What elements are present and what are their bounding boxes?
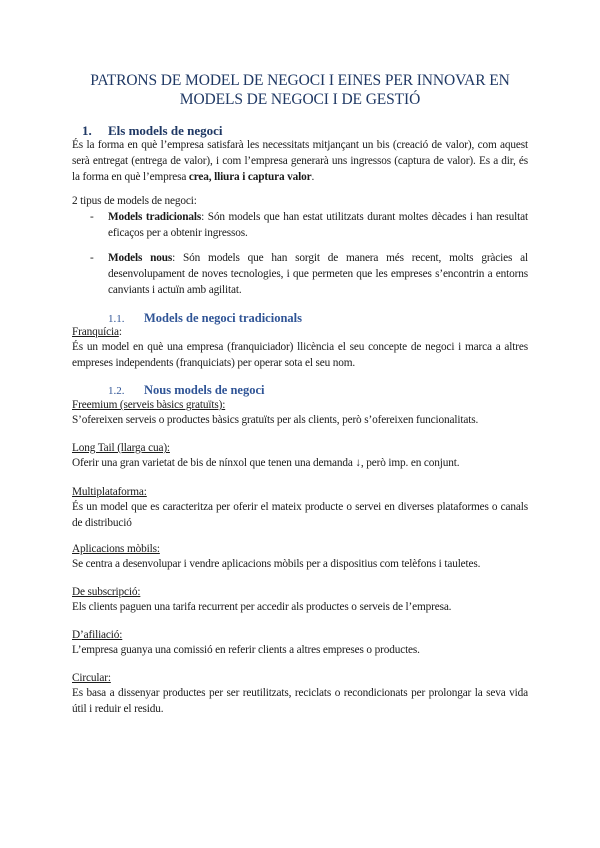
item-label-mobile-apps: Aplicacions mòbils: bbox=[72, 543, 160, 555]
title-line-1: PATRONS DE MODEL DE NEGOCI I EINES PER INNOVAR EN bbox=[90, 72, 510, 89]
subsection-heading-1-2 bbox=[108, 383, 265, 398]
item-text-freemium: S’ofereixen serveis o productes bàsics gratuïts per als clients, però s’ofereixen funcionalitats. bbox=[72, 414, 479, 426]
section-number: 1. bbox=[82, 123, 92, 138]
list-item-traditional bbox=[90, 210, 528, 242]
item-label-subscription: De subscripció: bbox=[72, 586, 141, 598]
dash-bullet: - bbox=[90, 252, 94, 264]
franchise-label-line bbox=[72, 325, 528, 341]
item-label-freemium: Freemium (serveis bàsics gratuïts): bbox=[72, 399, 226, 411]
intro-text: És la forma en què l’empresa satisfarà les necessitats mitjançant un bis (creació de valor), com aquest serà entregat (entrega de valor), i com l’empresa generarà uns ingressos (captura de valor). Es a dir, és la forma en què l’empresa bbox=[72, 139, 528, 183]
item-bold-label: Models tradicionals bbox=[108, 211, 202, 223]
franchise-text: És un model en què una empresa (franquiciador) llicència el seu concepte de negoci i marca a altres empreses independents (franquiciats) per operar sota el seu nom. bbox=[72, 341, 528, 369]
item-text: : Són models que han estat utilitzats durant moltes dècades i han resultat eficaços per a obtenir ingressos. bbox=[108, 211, 528, 239]
item-label-affiliation: D’afiliació: bbox=[72, 629, 123, 641]
item-label-multiplatform: Multiplataforma: bbox=[72, 486, 147, 498]
franchise-label: Franquícia bbox=[72, 326, 119, 338]
document-title bbox=[60, 71, 540, 109]
subsection-title: Nous models de negoci bbox=[144, 383, 265, 397]
item-text-subscription: Els clients paguen una tarifa recurrent per accedir als productes o serveis de l’empresa. bbox=[72, 601, 452, 613]
item-label-long-tail: Long Tail (llarga cua): bbox=[72, 442, 170, 454]
item-text-circular: Es basa a dissenyar productes per ser reutilitzats, reciclats o recondicionats per prolongar la seva vida útil i reduir el residu. bbox=[72, 687, 528, 715]
list-item-new bbox=[90, 251, 528, 298]
subsection-number: 1.2. bbox=[108, 385, 125, 397]
item-text-multiplatform: És un model que es caracteritza per oferir el mateix producte o servei en diverses plataformes o canals de distribució bbox=[72, 501, 528, 529]
item-label-circular: Circular: bbox=[72, 672, 111, 684]
intro-bold-text: crea, lliura i captura valor bbox=[188, 170, 312, 183]
section-heading-1 bbox=[82, 123, 222, 139]
item-text: : Són models que han sorgit de manera més recent, molts gràcies al desenvolupament de noves tecnologies, i que permeten que les empreses s’encontrin a entorns canviants i actuïn amb agilitat. bbox=[108, 252, 528, 296]
item-bold-label: Models nous bbox=[108, 252, 173, 264]
item-text-long-tail: Oferir una gran varietat de bis de nínxol que tenen una demanda ↓, però imp. en conjunt. bbox=[72, 457, 460, 469]
intro-paragraph bbox=[72, 138, 528, 185]
intro-end: . bbox=[311, 170, 315, 183]
section-title: Els models de negoci bbox=[108, 123, 223, 138]
title-line-2: MODELS DE NEGOCI I DE GESTIÓ bbox=[179, 91, 421, 108]
subsection-number: 1.1. bbox=[108, 313, 125, 325]
types-line: 2 tipus de models de negoci: bbox=[72, 195, 197, 207]
label-colon: : bbox=[118, 326, 122, 338]
item-text-mobile-apps: Se centra a desenvolupar i vendre aplicacions mòbils per a dispositius com telèfons i tauletes. bbox=[72, 558, 481, 570]
subsection-heading-1-1 bbox=[108, 311, 302, 326]
dash-bullet: - bbox=[90, 211, 94, 223]
subsection-title: Models de negoci tradicionals bbox=[144, 311, 302, 325]
item-text-affiliation: L’empresa guanya una comissió en referir clients a altres empreses o productes. bbox=[72, 644, 420, 656]
